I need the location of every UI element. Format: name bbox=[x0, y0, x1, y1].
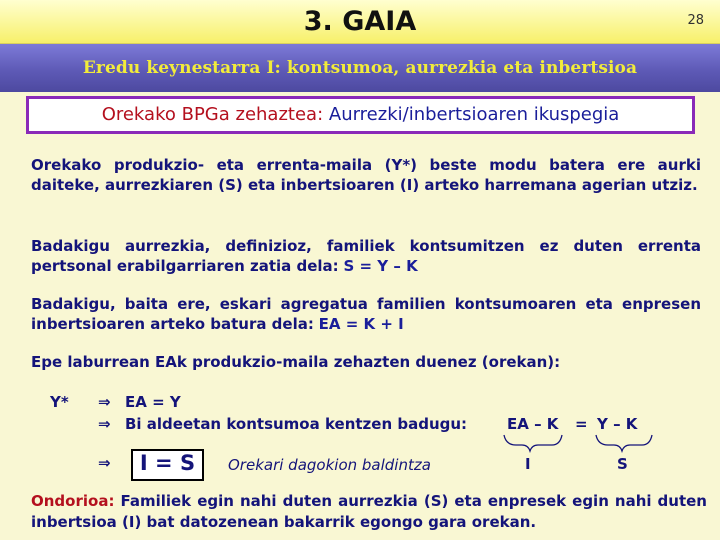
equation-left-side: EA – K bbox=[507, 415, 559, 433]
conclusion-text: Familiek egin nahi duten aurrezkia (S) eta enpresek egin nahi duten inbertsioa (I) bat datozenean bakarrik egongo gara orekan. bbox=[31, 492, 707, 531]
section-title bbox=[26, 104, 695, 125]
demand-equation: EA = K + I bbox=[318, 315, 404, 333]
conclusion-label: Ondorioa: bbox=[31, 492, 115, 510]
equation-equals: = bbox=[575, 415, 588, 433]
implies-arrow-3: ⇒ bbox=[98, 454, 111, 472]
subtract-consumption-text: Bi aldeetan kontsumoa kentzen badugu: bbox=[125, 415, 468, 433]
underbrace-lines bbox=[500, 433, 660, 453]
equilibrium-condition-note: Orekari dagokion baldintza bbox=[228, 456, 431, 474]
slide-title: 3. GAIA bbox=[303, 6, 417, 37]
underbrace-left bbox=[504, 435, 562, 451]
result-equation: I = S bbox=[139, 451, 196, 475]
ystar-label: Y* bbox=[50, 393, 69, 411]
conclusion bbox=[31, 491, 707, 533]
paragraph-3: Badakigu, baita ere, eskari agregatua familien kontsumoaren eta enpresen inbertsioaren arteko batura dela: EA = K + I bbox=[31, 295, 701, 333]
paragraph-1: Orekako produkzio- eta errenta-maila (Y*) beste modu batera ere aurki daiteke, aurrezkiaren (S) eta inbertsioaren (I) arteko harremana agerian utziz. bbox=[31, 156, 701, 194]
equation-right-side: Y – K bbox=[597, 415, 638, 433]
page-number: 28 bbox=[687, 13, 704, 28]
savings-equation: S = Y – K bbox=[343, 257, 418, 275]
investment-label: I bbox=[525, 455, 531, 473]
savings-label: S bbox=[617, 455, 628, 473]
implies-arrow-1: ⇒ bbox=[98, 393, 111, 411]
implies-arrow-2: ⇒ bbox=[98, 415, 111, 433]
underbrace-right bbox=[596, 435, 652, 451]
paragraph-2: Badakigu aurrezkia, definizioz, familiek kontsumitzen ez duten errenta pertsonal erabilgarriaren zatia dela: S = Y – K bbox=[31, 237, 701, 275]
slide-subtitle: Eredu keynestarra I: kontsumoa, aurrezkia eta inbertsioa bbox=[82, 58, 638, 78]
section-title-part2: Aurrezki/inbertsioaren ikuspegia bbox=[328, 104, 620, 125]
paragraph-4: Epe laburrean EAk produkzio-maila zehazten duenez (orekan): bbox=[31, 353, 561, 371]
equilibrium-equation: EA = Y bbox=[125, 393, 181, 411]
section-title-part1: Orekako BPGa zehaztea: bbox=[101, 104, 324, 125]
